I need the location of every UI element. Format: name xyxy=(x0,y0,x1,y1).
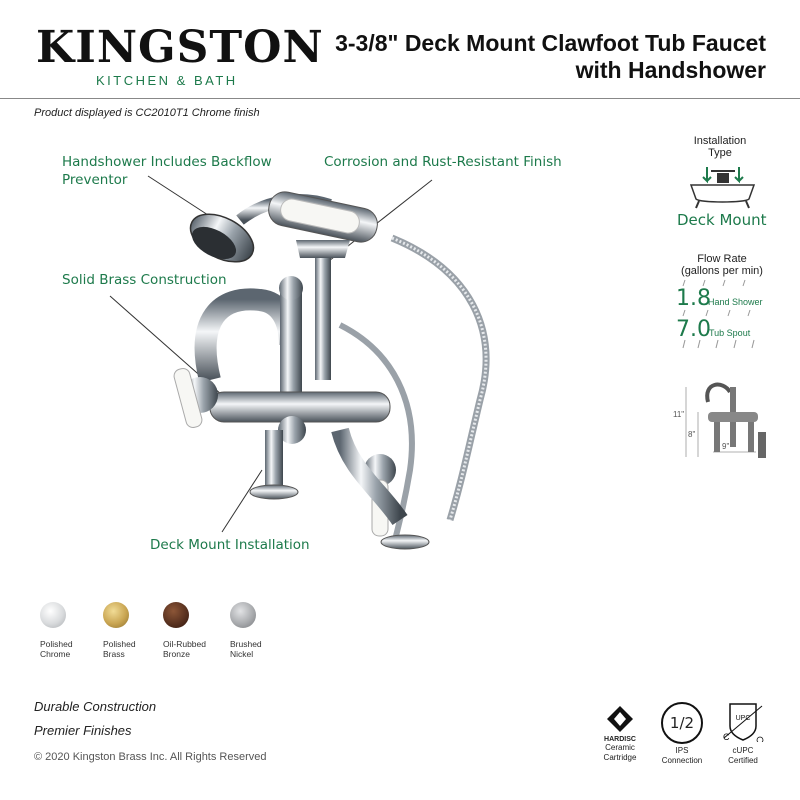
cert-label-line1: cUPC xyxy=(732,746,754,755)
water-stream-icon xyxy=(680,278,770,356)
cert-label xyxy=(656,746,708,766)
callout-handshower-line1: Handshower Includes Backflow xyxy=(62,154,272,170)
installation-type-value: Deck Mount xyxy=(677,211,767,229)
finish-item-polished-chrome xyxy=(40,602,100,659)
brand-logo: KINGSTON xyxy=(36,22,324,73)
handshower-cradle xyxy=(296,240,350,258)
left-deck-flange xyxy=(250,485,298,499)
ips-badge: 1/2 xyxy=(661,702,703,744)
dimension-diagram xyxy=(678,372,778,468)
callout-handshower-line2: Preventor xyxy=(62,172,128,188)
hand-shower-flow-label: Hand Shower xyxy=(708,297,763,307)
title-line-2: with Handshower xyxy=(575,57,766,83)
callout-handshower xyxy=(62,153,272,189)
callout-deck: Deck Mount Installation xyxy=(150,537,310,553)
dimension-width: 9" xyxy=(722,442,730,451)
cert-label-line2: Cartridge xyxy=(603,753,637,762)
swatch-polished-chrome xyxy=(40,602,66,628)
cert-label xyxy=(598,743,642,763)
swatch-polished-brass xyxy=(103,602,129,628)
tub-spout-flow-value: 7.0 xyxy=(676,317,711,342)
handshower-cradle-post xyxy=(315,250,331,380)
cert-cupc xyxy=(720,702,766,766)
svg-text:C: C xyxy=(723,732,730,742)
cert-label xyxy=(720,746,766,766)
hardisc-icon xyxy=(605,704,635,734)
flow-rate-label-line2: (gallons per min) xyxy=(681,265,763,277)
finish-label-line1: Polished xyxy=(40,639,73,649)
finish-label-line2: Nickel xyxy=(230,649,254,659)
cupc-badge-text: UPC xyxy=(735,715,751,722)
cert-label-line1: Ceramic xyxy=(605,743,635,752)
finish-label xyxy=(103,639,163,659)
cert-ips xyxy=(656,702,708,766)
finish-label-line1: Oil-Rubbed xyxy=(163,639,206,649)
cert-label-line1: IPS xyxy=(675,746,689,755)
callout-brass: Solid Brass Construction xyxy=(62,272,227,288)
feature-finishes: Premier Finishes xyxy=(34,723,132,738)
installation-type-label xyxy=(680,135,760,159)
cert-label-line2: Connection xyxy=(661,756,703,765)
hand-shower-flow-value: 1.8 xyxy=(676,286,711,311)
copyright: © 2020 Kingston Brass Inc. All Rights Reserved xyxy=(34,751,267,763)
callout-corrosion: Corrosion and Rust-Resistant Finish xyxy=(324,154,562,170)
title-line-1: 3-3/8" Deck Mount Clawfoot Tub Faucet xyxy=(335,30,766,56)
finish-label xyxy=(230,639,290,659)
finish-item-brushed-nickel xyxy=(230,602,290,659)
faucet-body xyxy=(210,392,390,422)
left-deck-leg xyxy=(265,430,283,490)
finish-item-polished-brass xyxy=(103,602,163,659)
finish-label-line2: Brass xyxy=(103,649,125,659)
product-note: Product displayed is CC2010T1 Chrome finish xyxy=(34,107,260,119)
center-finial xyxy=(279,276,303,300)
finish-label-line2: Bronze xyxy=(163,649,190,659)
finish-label-line1: Polished xyxy=(103,639,136,649)
leader-line-deck xyxy=(222,470,262,532)
finish-label xyxy=(163,639,223,659)
cupc-shield-icon xyxy=(720,702,766,742)
installation-label-line2: Type xyxy=(708,147,732,159)
finish-item-oil-rubbed-bronze xyxy=(163,602,223,659)
cert-label-line2: Certified xyxy=(728,756,758,765)
tub-spout xyxy=(206,299,290,380)
swatch-oil-rubbed-bronze xyxy=(163,602,189,628)
installation-label-line1: Installation xyxy=(693,135,747,147)
flow-rate-label-line1: Flow Rate xyxy=(697,253,747,265)
tub-spout-flow-label: Tub Spout xyxy=(709,328,751,338)
flow-rate-label xyxy=(672,253,772,277)
dimension-height: 11" xyxy=(673,410,685,419)
right-deck-flange xyxy=(381,535,429,549)
finish-label xyxy=(40,639,100,659)
finish-label-line2: Chrome xyxy=(40,649,71,659)
dimension-mid-height: 8" xyxy=(688,430,696,439)
cert-hardisc xyxy=(598,704,642,763)
brand-tagline: KITCHEN & BATH xyxy=(96,73,238,88)
hardisc-badge-text: HARDISC xyxy=(604,736,636,743)
swatch-brushed-nickel xyxy=(230,602,256,628)
finish-label-line1: Brushed xyxy=(230,639,262,649)
feature-durable: Durable Construction xyxy=(34,699,157,714)
deck-mount-icon xyxy=(685,163,760,209)
